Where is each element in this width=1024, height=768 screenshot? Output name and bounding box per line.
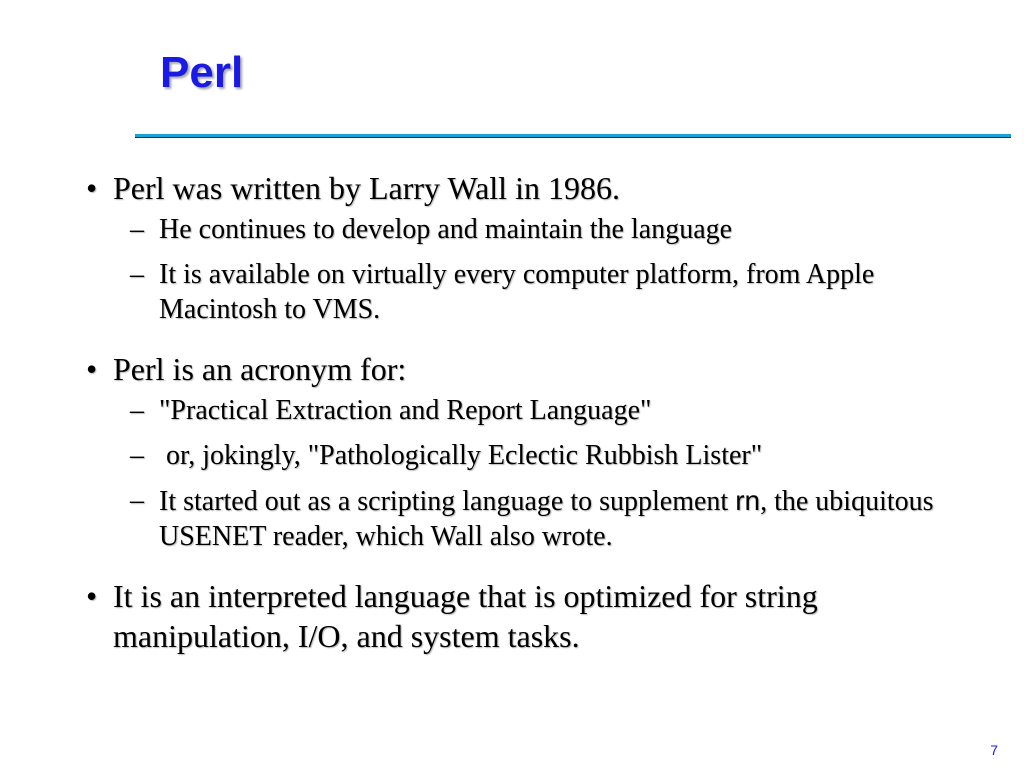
bullet-1	[86, 168, 986, 208]
bullet-marker: •	[86, 578, 98, 614]
sub-item-text-after: , the ubiquitous USENET reader, which Wall also wrote.	[159, 486, 934, 552]
slide-body	[86, 168, 986, 660]
sub-item-text-before: It started out as a scripting language to supplement	[159, 486, 736, 517]
dash-marker: –	[130, 485, 144, 516]
dash-marker: –	[130, 395, 144, 426]
bullet-2	[86, 349, 986, 389]
sub-item-text: He continues to develop and maintain the language	[159, 214, 733, 245]
sub-item	[130, 212, 986, 247]
bullet-marker: •	[86, 170, 98, 206]
sub-item-text: or, jokingly, "Pathologically Eclectic Rubbish Lister"	[159, 440, 763, 471]
rn-code: rn	[735, 485, 761, 516]
bullet-3	[86, 576, 986, 656]
sub-item-text: "Practical Extraction and Report Language"	[159, 395, 652, 426]
dash-marker: –	[130, 259, 144, 290]
sub-item	[130, 257, 986, 327]
page-number: 7	[990, 742, 998, 758]
bullet-3-text: It is an interpreted language that is optimized for string manipulation, I/O, and system tasks.	[113, 578, 818, 654]
dash-marker: –	[130, 214, 144, 245]
title-underline	[135, 134, 1011, 138]
bullet-2-subitems	[130, 393, 986, 554]
slide-title: Perl	[160, 48, 244, 97]
bullet-1-text: Perl was written by Larry Wall in 1986.	[113, 170, 620, 206]
sub-item	[130, 393, 986, 428]
sub-item	[130, 483, 986, 554]
sub-item-text: It is available on virtually every computer platform, from Apple Macintosh to VMS.	[159, 259, 875, 325]
bullet-1-subitems	[130, 212, 986, 327]
sub-item	[130, 438, 986, 473]
bullet-marker: •	[86, 351, 98, 387]
bullet-2-text: Perl is an acronym for:	[113, 351, 407, 387]
dash-marker: –	[130, 440, 144, 471]
